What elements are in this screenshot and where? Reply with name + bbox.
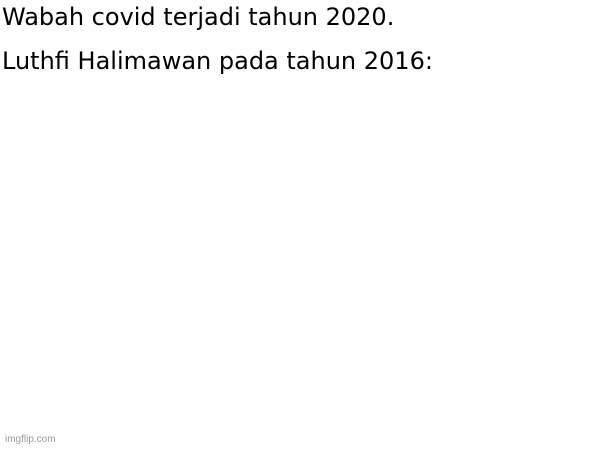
- imgflip-watermark: imgflip.com: [5, 434, 56, 445]
- caption-line-2: Luthfi Halimawan pada tahun 2016:: [2, 47, 433, 75]
- caption-line-1: Wabah covid terjadi tahun 2020.: [2, 3, 395, 31]
